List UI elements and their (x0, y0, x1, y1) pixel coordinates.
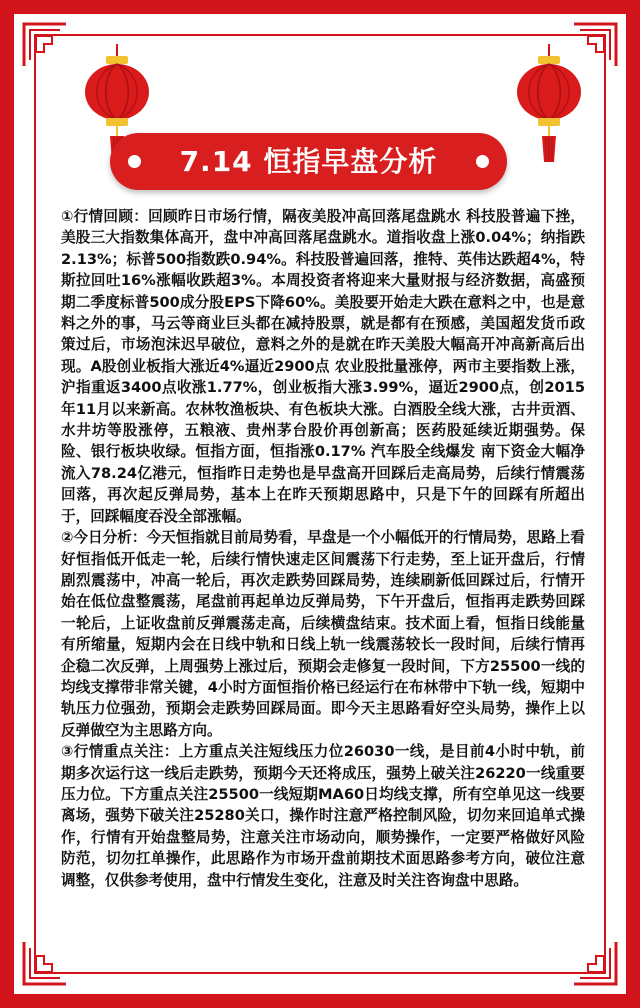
lantern-icon (514, 44, 584, 164)
corner-ornament-icon (22, 22, 68, 68)
article-body (61, 206, 585, 891)
page-title: 7.14 恒指早盘分析 (179, 145, 438, 178)
paragraph-market-review: ①行情回顾：回顾昨日市场行情，隔夜美股冲高回落尾盘跳水 科技股普遍下挫，美股三大指数集体高开，盘中冲高回落尾盘跳水。道指收盘上涨0.04%；纳指跌2.13%；标普500指数跌0.94%。科技股普遍回落，推特、英伟达跌超4%，特斯拉回吐16%涨幅收跌超3%。本周投资者将迎来大量财报与经济数据，高盛预期二季度标普500成分股EPS下降60%。美股要开始走大跌在意料之中，也是意料之外的事，马云等商业巨头都在减持股票，就是都有在预感，美国超发货币政策过后，市场泡沫迟早破位，意料之外的是就在昨天美股大幅高开冲高新高后出现。A股创业板指大涨近4%逼近2900点 农业股批量涨停，两市主要指数上涨，沪指重返3400点收涨1.77%，创业板指大涨3.99%，逼近2900点，创2015年11月以来新高。农林牧渔板块、有色板块大涨。白酒股全线大涨，古井贡酒、水井坊等股涨停，五粮液、贵州茅台股价再创新高；医药股延续近期强势。保险、银行板块收绿。恒指方面，恒指涨0.17% 汽车股全线爆发 南下资金大幅净流入78.24亿港元，恒指昨日走势也是早盘高开回踩后走高局势，后续行情震荡回落，再次起反弹局势，基本上在昨天预期思路中，只是下午的回踩有所超出于，回踩幅度吞没全部涨幅。 (61, 208, 585, 525)
title-banner (110, 133, 507, 190)
paragraph-today-analysis: ②今日分析：今天恒指就目前局势看，早盘是一个小幅低开的行情局势，思路上看好恒指低开低走一轮，后续行情快速走区间震荡下行走势，至上证开盘后，行情剧烈震荡中，冲高一轮后，再次走跌势回踩局势，连续刷新低回踩过后，行情开始在低位盘整震荡，尾盘前再起单边反弹局势，下午开盘后，恒指再走跌势回踩一轮后，上证收盘前反弹震荡走高，后续横盘结束。技术面上看，恒指日线能量有所缩量，短期内会在日线中轨和日线上轨一线震荡较长一段时间，后续行情再企稳二次反弹，上周强势上涨过后，预期会走修复一段时间，下方25500一线的均线支撑带非常关键，4小时方面恒指价格已经运行在布林带中下轨一线，短期中轨压力位强劲，预期会走跌势回踩局面。即今天主思路看好空头局势，操作上以反弹做空为主思路方向。 (61, 529, 585, 739)
paragraph-key-levels: ③行情重点关注：上方重点关注短线压力位26030一线，是目前4小时中轨，前期多次运行这一线后走跌势，预期今天还将成压，强势上破关注26220一线重要压力位。下方重点关注25500一线短期MA60日均线支撑，所有空单见这一线要离场，强势下破关注25280关口，操作时注意严格控制风险，切勿来回追单式操作，行情有开始盘整局势，注意关注市场动向，顺势操作，一定要严格做好风险防范，切勿扛单操作，此思路作为市场开盘前期技术面思路参考方向，破位注意调整，仅供参考使用，盘中行情发生变化，注意及时关注咨询盘中思路。 (61, 743, 585, 889)
corner-ornament-icon (22, 940, 68, 986)
corner-ornament-icon (572, 940, 618, 986)
